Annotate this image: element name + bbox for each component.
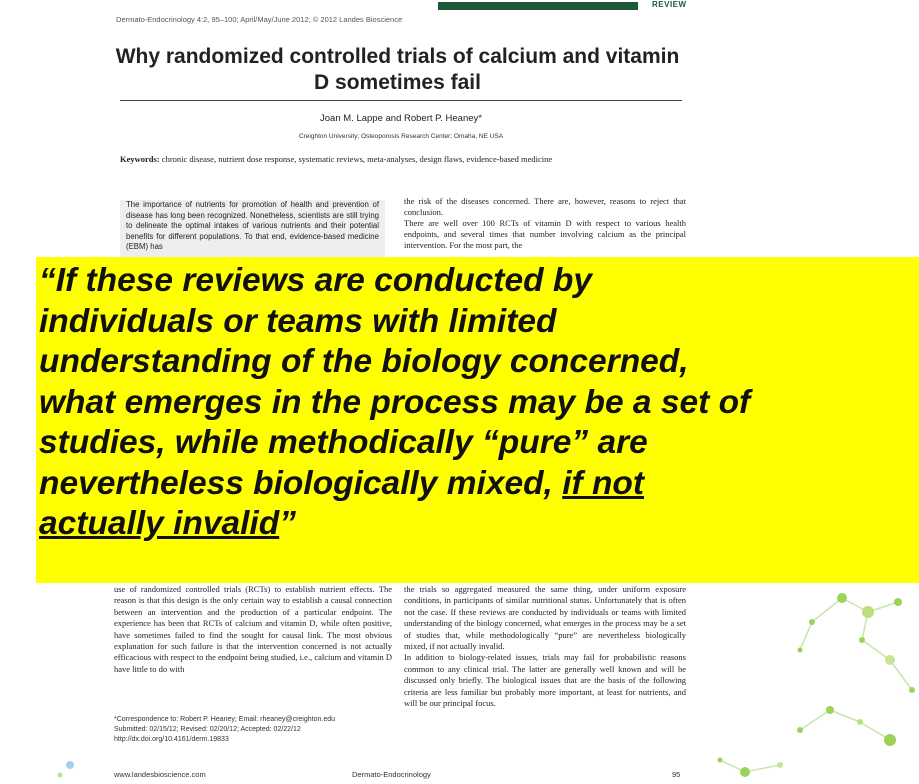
doi-line: http://dx.doi.org/10.4161/derm.19833 <box>114 736 229 743</box>
highlighted-quote <box>36 257 919 583</box>
submission-dates: Submitted: 02/15/12; Revised: 02/20/12; Accepted: 02/22/12 <box>114 726 301 733</box>
article-title: Why randomized controlled trials of calcium and vitamin D sometimes fail <box>115 45 680 94</box>
journal-citation: Dermato-Endocrinology 4:2, 95–100; April/May/June 2012; © 2012 Landes Bioscience <box>116 15 403 24</box>
footer-journal: Dermato-Endocrinology <box>352 770 431 779</box>
body-column-left-lower: use of randomized controlled trials (RCTs) to establish nutrient effects. The reason is that this design is the only certain way to establish a causal connection between an intervention and the production of a particular endpoint. The experience has been that RCTs of calcium and vitamin D, while often positive, have sometimes failed to find the sought for causal link. The most obvious explanation for such failure is that the intervention concerned is not actually efficacious with respect to the endpoint being studied, i.e., calcium and vitamin D have little to do with <box>114 584 392 674</box>
body-column-right-top: the risk of the diseases concerned. There are, however, reasons to reject that conclusion. There are well over 100 RCTs of vitamin D with respect to various health endpoints, and several times that number involving calcium as the principal intervention. For the most part, the <box>404 196 686 250</box>
correspondence-line: *Correspondence to: Robert P. Heaney; Email: rheaney@creighton.edu <box>114 716 335 723</box>
quote-main: “If these reviews are conducted by individuals or teams with limited understanding of the biology concerned, what emerges in the process may be a set of studies, while methodically “pure” are nevertheless biologically mixed, <box>39 262 751 502</box>
quote-closing: ” <box>279 505 296 542</box>
correspondence-block <box>114 715 392 745</box>
body-column-right-lower: the trials so aggregated measured the same thing, under uniform exposure conditions, in participants of similar nutritional status. Unfortunately that is often not the case. If these reviews are conducted by individuals or teams with limited understanding of the biology concerned, what emerges in the process may be a set of studies that, while methodologically “pure” are nevertheless biologically mixed, if not actually invalid. In addition to biology-related issues, trials may fail for probabilistic reasons common to any clinical trial. The latter are generally well known and will be discussed only briefly. The biological issues that are the basis of the following criteria are less familiar but probably more important, at least for nutrients, and will be our principal focus. <box>404 584 686 709</box>
footer-site: www.landesbioscience.com <box>114 770 206 779</box>
keywords-label: Keywords: <box>120 154 160 164</box>
section-label: REVIEW <box>652 0 687 9</box>
keywords-list: chronic disease, nutrient dose response, systematic reviews, meta-analyses, design flaws, evidence-based medicine <box>161 154 553 164</box>
authors: Joan M. Lappe and Robert P. Heaney* <box>320 113 482 124</box>
quote-text <box>39 261 915 545</box>
title-divider <box>120 100 682 101</box>
footer-page-number: 95 <box>672 770 681 779</box>
abstract-box: The importance of nutrients for promotion of health and prevention of disease has long been recognized. Nonetheless, scientists are still trying to delineate the optimal intakes of various nutrients and their potential benefits for different populations. To that end, evidence-based medicine (EBM) has <box>120 200 385 260</box>
keywords <box>120 154 700 164</box>
header-rule <box>438 2 638 10</box>
affiliation: Creighton University; Osteoporosis Research Center; Omaha, NE USA <box>298 133 504 140</box>
quote-underlined: if not actually invalid <box>39 464 645 542</box>
